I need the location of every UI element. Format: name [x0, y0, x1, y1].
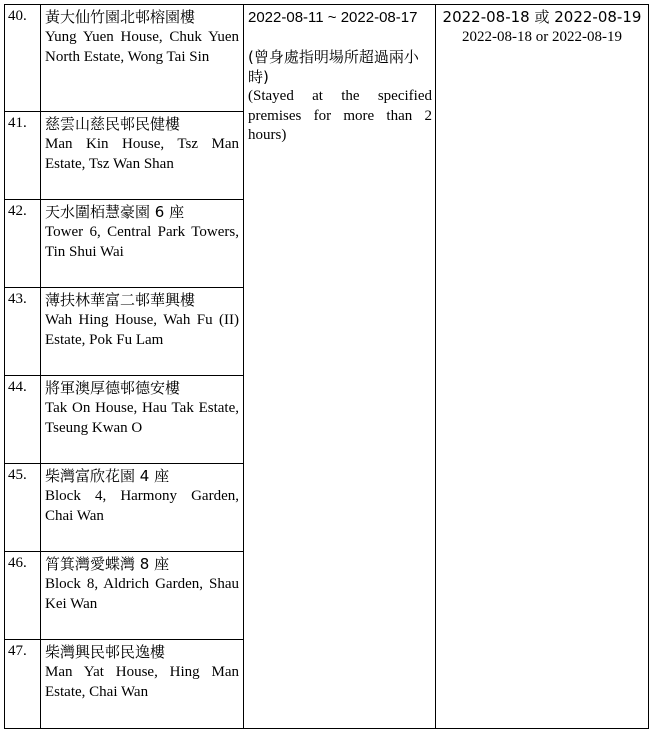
premises-name-en: Wah Hing House, Wah Fu (II) Estate, Pok Fu Lam: [45, 312, 239, 348]
stay-note-zh: (曾身處指明場所超過兩小時): [248, 48, 419, 86]
row-number: 44.: [5, 376, 41, 464]
premises-name-en: Man Kin House, Tsz Man Estate, Tsz Wan Shan: [45, 136, 239, 172]
premises-name-zh: 薄扶林華富二邨華興樓: [45, 291, 196, 309]
premises-name-zh: 柴灣富欣花園 4 座: [45, 467, 170, 485]
row-number: 41.: [5, 112, 41, 200]
stay-note-en: (Stayed at the specified premises for more than 2 hours): [248, 88, 432, 143]
row-number: 40.: [5, 5, 41, 112]
premises-name-cell: [41, 640, 244, 729]
test-dates-zh: 2022-08-18 或 2022-08-19: [442, 8, 642, 26]
premises-name-en: Tower 6, Central Park Towers, Tin Shui Wai: [45, 224, 239, 260]
premises-name-cell: [41, 5, 244, 112]
premises-name-cell: [41, 376, 244, 464]
premises-name-zh: 將軍澳厚德邨德安樓: [45, 379, 181, 397]
premises-name-cell: [41, 464, 244, 552]
test-dates-en: 2022-08-18 or 2022-08-19: [462, 29, 622, 45]
premises-name-zh: 筲箕灣愛蝶灣 8 座: [45, 555, 170, 573]
row-number: 47.: [5, 640, 41, 729]
premises-table-container: [4, 4, 648, 728]
test-date-cell: [436, 5, 649, 729]
premises-name-zh: 慈雲山慈民邨民健樓: [45, 115, 181, 133]
premises-name-cell: [41, 200, 244, 288]
premises-name-en: Yung Yuen House, Chuk Yuen North Estate, Wong Tai Sin: [45, 29, 239, 65]
premises-name-cell: [41, 112, 244, 200]
stay-date-range: 2022-08-11 ~ 2022-08-17: [248, 9, 418, 26]
premises-name-zh: 黃大仙竹園北邨榕園樓: [45, 8, 196, 26]
row-number: 42.: [5, 200, 41, 288]
stay-date-cell: [244, 5, 436, 729]
row-number: 45.: [5, 464, 41, 552]
row-number: 46.: [5, 552, 41, 640]
premises-name-zh: 天水圍栢慧豪園 6 座: [45, 203, 185, 221]
premises-name-en: Block 8, Aldrich Garden, Shau Kei Wan: [45, 576, 239, 612]
table-row: [5, 5, 649, 112]
specified-premises-table: [4, 4, 649, 729]
premises-name-en: Block 4, Harmony Garden, Chai Wan: [45, 488, 239, 524]
row-number: 43.: [5, 288, 41, 376]
premises-name-cell: [41, 288, 244, 376]
premises-name-en: Tak On House, Hau Tak Estate, Tseung Kwan O: [45, 400, 239, 436]
premises-name-cell: [41, 552, 244, 640]
premises-name-zh: 柴灣興民邨民逸樓: [45, 643, 166, 661]
premises-name-en: Man Yat House, Hing Man Estate, Chai Wan: [45, 664, 239, 700]
